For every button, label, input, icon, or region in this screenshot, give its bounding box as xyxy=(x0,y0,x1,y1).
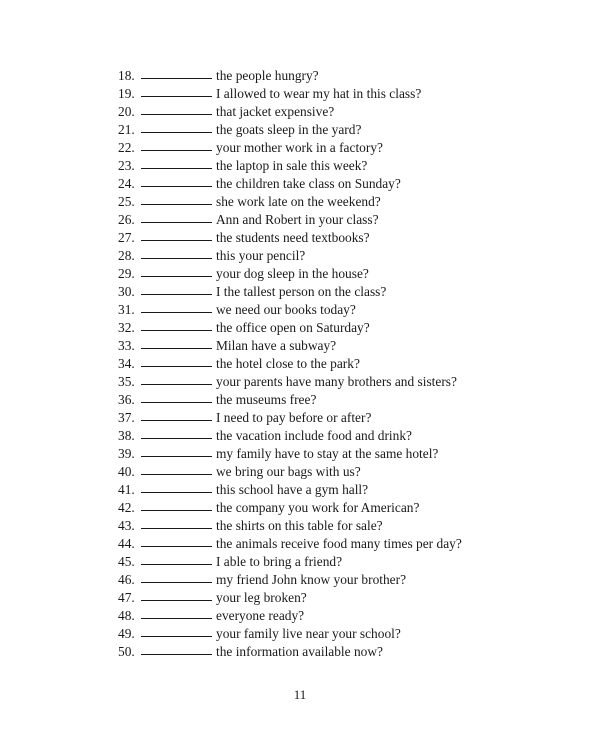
item-sentence: the people hungry? xyxy=(216,68,319,83)
item-number: 19. xyxy=(118,86,135,101)
exercise-item xyxy=(118,211,462,229)
item-sentence: my family have to stay at the same hotel? xyxy=(216,446,439,461)
item-sentence: your parents have many brothers and sisters? xyxy=(216,374,457,389)
answer-blank xyxy=(141,102,212,115)
item-sentence: everyone ready? xyxy=(216,608,305,623)
item-sentence: the company you work for American? xyxy=(216,500,420,515)
exercise-item xyxy=(118,175,462,193)
answer-blank xyxy=(141,570,212,583)
item-sentence: we bring our bags with us? xyxy=(216,464,361,479)
item-sentence: your leg broken? xyxy=(216,590,307,605)
item-number: 30. xyxy=(118,284,135,299)
item-number: 42. xyxy=(118,500,135,515)
exercise-item xyxy=(118,229,462,247)
exercise-item xyxy=(118,247,462,265)
answer-blank xyxy=(141,372,212,385)
item-number: 24. xyxy=(118,176,135,191)
answer-blank xyxy=(141,318,212,331)
item-sentence: the hotel close to the park? xyxy=(216,356,360,371)
item-number: 33. xyxy=(118,338,135,353)
answer-blank xyxy=(141,642,212,655)
item-sentence: Milan have a subway? xyxy=(216,338,337,353)
item-sentence: the laptop in sale this week? xyxy=(216,158,368,173)
answer-blank xyxy=(141,120,212,133)
answer-blank xyxy=(141,282,212,295)
exercise-item xyxy=(118,391,462,409)
item-number: 44. xyxy=(118,536,135,551)
item-sentence: I the tallest person on the class? xyxy=(216,284,387,299)
item-number: 20. xyxy=(118,104,135,119)
exercise-item xyxy=(118,409,462,427)
answer-blank xyxy=(141,246,212,259)
exercise-item xyxy=(118,265,462,283)
item-sentence: the office open on Saturday? xyxy=(216,320,370,335)
item-sentence: I allowed to wear my hat in this class? xyxy=(216,86,422,101)
item-number: 35. xyxy=(118,374,135,389)
exercise-item xyxy=(118,499,462,517)
item-number: 21. xyxy=(118,122,135,137)
answer-blank xyxy=(141,624,212,637)
item-sentence: this your pencil? xyxy=(216,248,306,263)
exercise-item xyxy=(118,157,462,175)
answer-blank xyxy=(141,534,212,547)
item-sentence: Ann and Robert in your class? xyxy=(216,212,379,227)
item-sentence: I able to bring a friend? xyxy=(216,554,343,569)
item-number: 34. xyxy=(118,356,135,371)
answer-blank xyxy=(141,480,212,493)
item-sentence: the vacation include food and drink? xyxy=(216,428,412,443)
answer-blank xyxy=(141,588,212,601)
item-number: 46. xyxy=(118,572,135,587)
exercise-item xyxy=(118,301,462,319)
answer-blank xyxy=(141,516,212,529)
item-number: 45. xyxy=(118,554,135,569)
item-number: 48. xyxy=(118,608,135,623)
item-sentence: your family live near your school? xyxy=(216,626,401,641)
exercise-item xyxy=(118,193,462,211)
exercise-item xyxy=(118,625,462,643)
item-sentence: the animals receive food many times per day? xyxy=(216,536,462,551)
exercise-item xyxy=(118,427,462,445)
exercise-item xyxy=(118,85,462,103)
item-number: 38. xyxy=(118,428,135,443)
answer-blank xyxy=(141,426,212,439)
answer-blank xyxy=(141,138,212,151)
exercise-item xyxy=(118,103,462,121)
answer-blank xyxy=(141,606,212,619)
item-sentence: the students need textbooks? xyxy=(216,230,370,245)
answer-blank xyxy=(141,408,212,421)
exercise-item xyxy=(118,139,462,157)
answer-blank xyxy=(141,192,212,205)
exercise-item xyxy=(118,553,462,571)
item-number: 37. xyxy=(118,410,135,425)
item-number: 47. xyxy=(118,590,135,605)
answer-blank xyxy=(141,336,212,349)
exercise-item xyxy=(118,283,462,301)
item-number: 36. xyxy=(118,392,135,407)
page-number: 11 xyxy=(293,687,307,702)
item-number: 41. xyxy=(118,482,135,497)
answer-blank xyxy=(141,354,212,367)
answer-blank xyxy=(141,300,212,313)
item-sentence: the museums free? xyxy=(216,392,317,407)
answer-blank xyxy=(141,390,212,403)
item-sentence: I need to pay before or after? xyxy=(216,410,372,425)
exercise-item xyxy=(118,643,462,661)
answer-blank xyxy=(141,498,212,511)
exercise-item xyxy=(118,481,462,499)
item-sentence: that jacket expensive? xyxy=(216,104,335,119)
item-sentence: the goats sleep in the yard? xyxy=(216,122,362,137)
exercise-item xyxy=(118,463,462,481)
exercise-item xyxy=(118,337,462,355)
answer-blank xyxy=(141,462,212,475)
answer-blank xyxy=(141,84,212,97)
item-sentence: your dog sleep in the house? xyxy=(216,266,369,281)
item-number: 50. xyxy=(118,644,135,659)
item-number: 28. xyxy=(118,248,135,263)
exercise-item xyxy=(118,67,462,85)
answer-blank xyxy=(141,174,212,187)
answer-blank xyxy=(141,552,212,565)
exercise-item xyxy=(118,355,462,373)
exercise-item xyxy=(118,589,462,607)
answer-blank xyxy=(141,444,212,457)
answer-blank xyxy=(141,228,212,241)
item-number: 49. xyxy=(118,626,135,641)
exercise-list xyxy=(118,67,462,661)
item-sentence: the children take class on Sunday? xyxy=(216,176,401,191)
exercise-item xyxy=(118,517,462,535)
item-sentence: the information available now? xyxy=(216,644,383,659)
item-number: 23. xyxy=(118,158,135,173)
item-number: 26. xyxy=(118,212,135,227)
item-number: 43. xyxy=(118,518,135,533)
item-number: 40. xyxy=(118,464,135,479)
item-number: 32. xyxy=(118,320,135,335)
answer-blank xyxy=(141,264,212,277)
item-number: 25. xyxy=(118,194,135,209)
item-sentence: my friend John know your brother? xyxy=(216,572,407,587)
exercise-item xyxy=(118,607,462,625)
answer-blank xyxy=(141,66,212,79)
item-number: 27. xyxy=(118,230,135,245)
item-number: 18. xyxy=(118,68,135,83)
item-number: 39. xyxy=(118,446,135,461)
exercise-item xyxy=(118,373,462,391)
item-sentence: this school have a gym hall? xyxy=(216,482,369,497)
answer-blank xyxy=(141,156,212,169)
item-number: 29. xyxy=(118,266,135,281)
exercise-item xyxy=(118,571,462,589)
item-sentence: we need our books today? xyxy=(216,302,356,317)
answer-blank xyxy=(141,210,212,223)
item-sentence: the shirts on this table for sale? xyxy=(216,518,383,533)
item-number: 31. xyxy=(118,302,135,317)
exercise-item xyxy=(118,445,462,463)
exercise-item xyxy=(118,121,462,139)
item-sentence: she work late on the weekend? xyxy=(216,194,381,209)
item-number: 22. xyxy=(118,140,135,155)
item-sentence: your mother work in a factory? xyxy=(216,140,383,155)
exercise-item xyxy=(118,535,462,553)
exercise-item xyxy=(118,319,462,337)
